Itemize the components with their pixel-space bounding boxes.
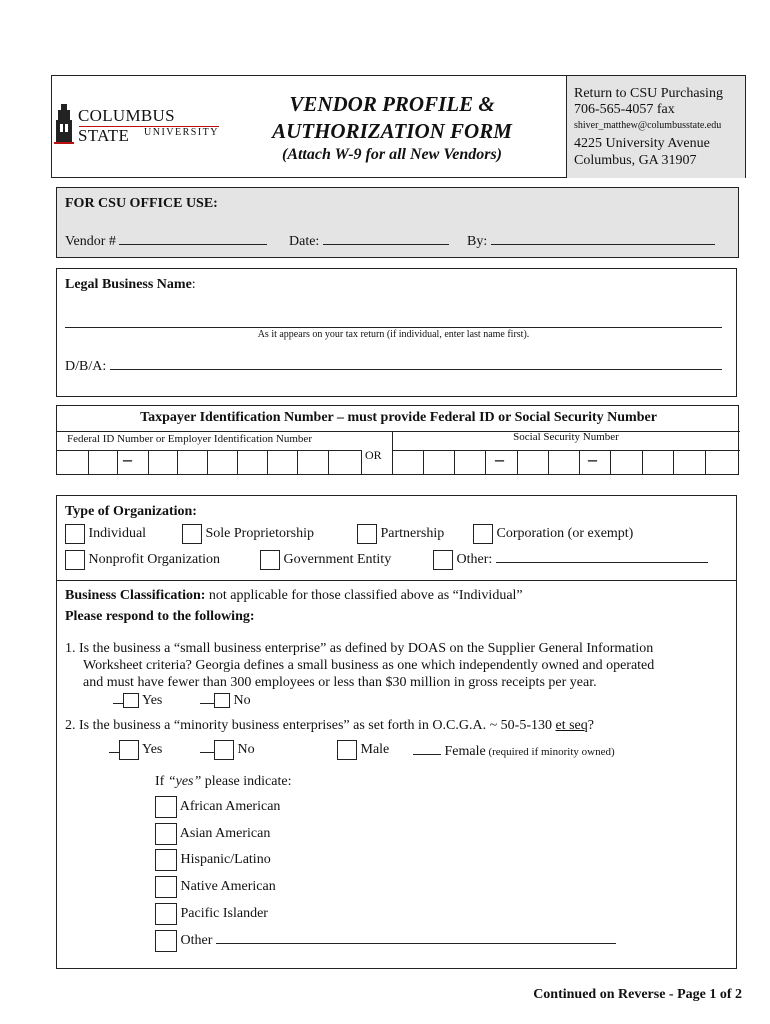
- fein-dash: –: [123, 449, 132, 469]
- ssn-dash-2: –: [588, 449, 597, 469]
- logo: [52, 102, 222, 146]
- if-yes-prompt: If “yes” please indicate:: [155, 774, 292, 789]
- q2-yes-checkbox[interactable]: [119, 740, 139, 760]
- tin-box: [56, 405, 739, 475]
- q1-line1: 1. Is the business a “small business enterprise” as defined by DOAS on the Supplier General Information: [65, 641, 654, 656]
- other-minority-checkbox[interactable]: [155, 930, 177, 952]
- by-label: By:: [467, 234, 488, 249]
- or-label: OR: [365, 448, 382, 462]
- logo-bottom: UNIVERSITY: [144, 127, 219, 138]
- office-use-heading: FOR CSU OFFICE USE:: [65, 196, 218, 211]
- male-checkbox[interactable]: [337, 740, 357, 760]
- native-american-checkbox[interactable]: [155, 876, 177, 898]
- office-use-box: [56, 187, 739, 258]
- org-box: Type of Organization: Individual Sole Proprietorship Partnership Corporation (or exempt) Nonprofit Organization Government Entity Other: Business Classification: not applicable for those classified above as “Individual” Please respond to the following: 1. Is the business a “small business enterprise” as defined by DOAS on the Supplier General Information Worksheet criteria? Georgia defines a small business as one which independently owned and operated and must have fewer than 300 employees or less than $30 million in gross receipts per year. Yes No 2. Is the business a “minority business enterprises” as set forth in O.C.G.A. ~ 50-5-130 et seq? Yes No Male Female (required if minority owned) If “yes” please indicate: African American Asian American Hispanic/Latino Native American Pacific Islander Other: [56, 495, 737, 969]
- address-2: Columbus, GA 31907: [574, 153, 697, 168]
- fein-cells[interactable]: [59, 450, 362, 474]
- dba-field[interactable]: [110, 369, 722, 370]
- date-label: Date:: [289, 234, 320, 249]
- legal-name-label: Legal Business Name: [65, 277, 192, 292]
- corporation-checkbox[interactable]: [473, 524, 493, 544]
- ssn-cells[interactable]: [392, 450, 740, 474]
- date-field[interactable]: [323, 244, 449, 245]
- vendor-label: Vendor #: [65, 234, 116, 249]
- minority-native-american[interactable]: Native American: [155, 876, 276, 898]
- hispanic-checkbox[interactable]: [155, 849, 177, 871]
- q1-no[interactable]: No: [200, 693, 251, 709]
- by-field[interactable]: [491, 244, 715, 245]
- tower-icon: [54, 104, 74, 144]
- return-to: Return to CSU Purchasing: [574, 86, 723, 101]
- minority-asian-american[interactable]: Asian American: [155, 823, 270, 845]
- ssn-label: Social Security Number: [513, 431, 619, 443]
- form-subtitle: (Attach W-9 for all New Vendors): [281, 146, 502, 163]
- q1-line2: Worksheet criteria? Georgia defines a small business as one which independently owned and operated: [83, 658, 655, 673]
- other-org-field[interactable]: [496, 562, 708, 563]
- other-minority-field[interactable]: [216, 943, 616, 944]
- partnership-checkbox[interactable]: [357, 524, 377, 544]
- org-individual[interactable]: Individual: [65, 524, 146, 544]
- q2-yes[interactable]: Yes: [109, 740, 162, 760]
- vendor-number-field[interactable]: [119, 244, 267, 245]
- government-checkbox[interactable]: [260, 550, 280, 570]
- ssn-dash-1: –: [495, 449, 504, 469]
- minority-african-american[interactable]: African American: [155, 796, 280, 818]
- email: shiver_matthew@columbusstate.edu: [574, 120, 722, 131]
- page-footer: Continued on Reverse - Page 1 of 2: [533, 987, 742, 1002]
- q2-no[interactable]: No: [200, 740, 255, 760]
- q1-no-checkbox[interactable]: [214, 693, 230, 708]
- org-heading: Type of Organization:: [65, 504, 197, 519]
- org-partnership[interactable]: Partnership: [357, 524, 444, 544]
- legal-name-box: Legal Business Name: As it appears on your tax return (if individual, enter last name first). D/B/A:: [56, 268, 737, 397]
- org-sole-prop[interactable]: Sole Proprietorship: [182, 524, 314, 544]
- tin-heading: Taxpayer Identification Number – must provide Federal ID or Social Security Number: [140, 410, 657, 425]
- org-government[interactable]: Government Entity: [260, 550, 391, 570]
- respond-heading: Please respond to the following:: [65, 609, 255, 624]
- org-corporation[interactable]: Corporation (or exempt): [473, 524, 633, 544]
- q2-no-checkbox[interactable]: [214, 740, 234, 760]
- q2-text: 2. Is the business a “minority business enterprises” as set forth in O.C.G.A. ~ 50-5-130 et seq?: [65, 718, 594, 733]
- fax-number: 706-565-4057 fax: [574, 102, 675, 117]
- q2-female[interactable]: Female (required if minority owned): [413, 744, 615, 760]
- pacific-islander-checkbox[interactable]: [155, 903, 177, 925]
- nonprofit-checkbox[interactable]: [65, 550, 85, 570]
- minority-hispanic[interactable]: Hispanic/Latino: [155, 849, 271, 871]
- dba-label: D/B/A:: [65, 359, 107, 374]
- logo-top: COLUMBUS STATE: [78, 106, 175, 145]
- org-nonprofit[interactable]: Nonprofit Organization: [65, 550, 220, 570]
- asian-american-checkbox[interactable]: [155, 823, 177, 845]
- african-american-checkbox[interactable]: [155, 796, 177, 818]
- legal-name-hint: As it appears on your tax return (if individual, enter last name first).: [257, 329, 530, 340]
- other-org-checkbox[interactable]: [433, 550, 453, 570]
- q1-line3: and must have fewer than 300 employees or less than $30 million in gross receipts per year.: [83, 675, 597, 690]
- classification-heading: Business Classification:: [65, 588, 206, 603]
- fein-label: Federal ID Number or Employer Identification Number: [67, 433, 312, 445]
- q1-yes[interactable]: Yes: [113, 693, 162, 709]
- minority-pacific-islander[interactable]: Pacific Islander: [155, 903, 268, 925]
- female-field[interactable]: [413, 754, 441, 755]
- individual-checkbox[interactable]: [65, 524, 85, 544]
- q2-male[interactable]: Male: [337, 740, 389, 760]
- org-other[interactable]: Other:: [433, 550, 708, 570]
- sole-prop-checkbox[interactable]: [182, 524, 202, 544]
- q1-yes-checkbox[interactable]: [123, 693, 139, 708]
- form-title-2: AUTHORIZATION FORM: [272, 119, 512, 143]
- minority-other[interactable]: Other: [155, 930, 616, 952]
- form-title-1: VENDOR PROFILE &: [289, 92, 495, 116]
- header-box: [51, 75, 745, 178]
- legal-name-field[interactable]: [65, 326, 722, 328]
- address-1: 4225 University Avenue: [574, 136, 710, 151]
- return-panel: [566, 75, 746, 178]
